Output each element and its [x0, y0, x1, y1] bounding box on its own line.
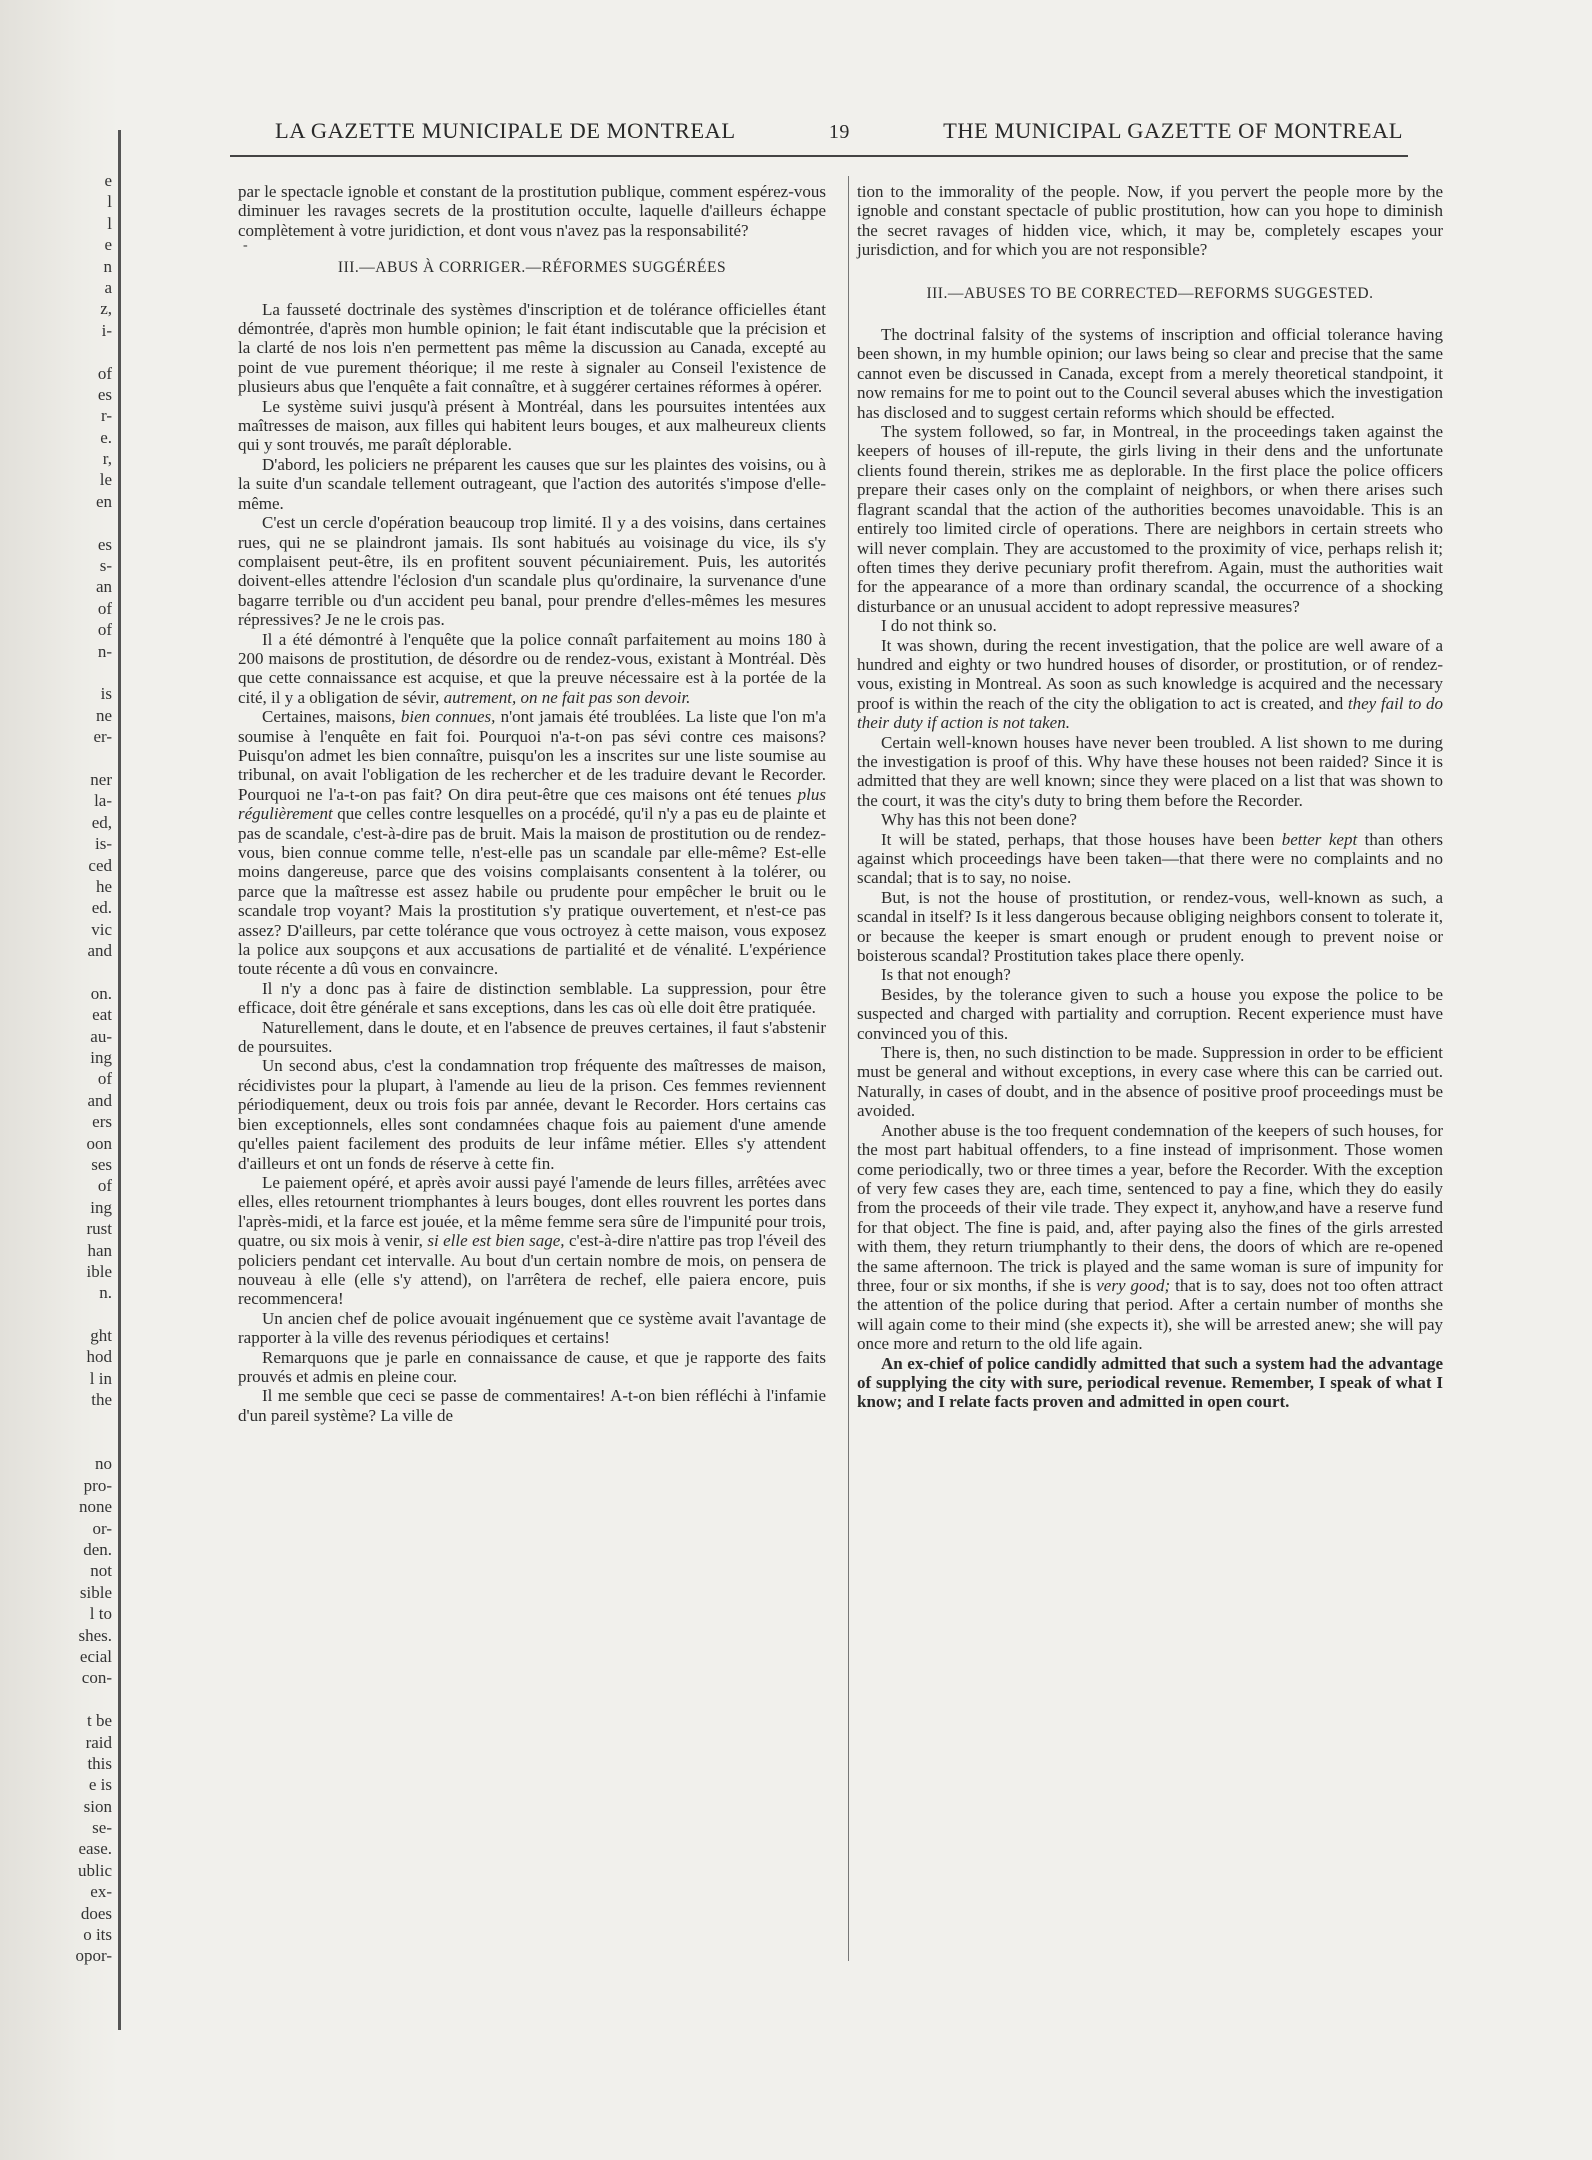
- fragment-word: den.: [83, 1540, 112, 1559]
- fragment-word: of: [97, 1176, 112, 1196]
- french-paragraph: Naturellement, dans le doute, et en l'absence de preuves certaines, il faut s'abstenir de poursuites.: [238, 1017, 826, 1057]
- english-paragraph: [857, 1121, 1443, 1354]
- english-paragraph: Is that not enough?: [881, 965, 1011, 985]
- italic-run: plus régulièrement: [238, 784, 826, 824]
- italic-run: autrement, on ne fait pas son devoir.: [443, 687, 691, 707]
- fragment-word: of: [97, 598, 112, 618]
- fragment-word: and: [87, 1090, 112, 1110]
- french-paragraph: [238, 707, 826, 979]
- fragment-word: an: [95, 577, 112, 597]
- italic-run: si elle est bien sage,: [427, 1231, 565, 1251]
- fragment-word: e: [104, 235, 112, 255]
- fragment-word: ex-: [90, 1882, 112, 1902]
- text-run: Another abuse is the too frequent condemnation of the keepers of such houses, for the most part habitual offenders, to a fine instead of imprisonment. Those women come periodically, two or three times a year, before the Recorder. With the exception of very few cases they are, each time, sentenced to pay a fine, which they do easily from the proceeds of their vile trade. They expect it, anyhow,and have a reserve fund for that object. The fine is paid, and, after paying also the fines of the girls arrested with them, they return triumphantly to their dens, the doors of which are re-opened the same afternoon. The trick is played and the same woman is sure of impunity for three, four or six months, if she is: [857, 1120, 1443, 1295]
- fragment-word: ne: [95, 705, 112, 725]
- stray-mark: -: [243, 238, 248, 254]
- fragment-word: han: [87, 1240, 112, 1260]
- fragment-word: [0, 748, 112, 769]
- fragment-word: o its: [83, 1925, 112, 1945]
- fragment-word: opor-: [75, 1946, 112, 1966]
- english-section-heading: III.—ABUSES TO BE CORRECTED—REFORMS SUGGESTED.: [926, 284, 1374, 302]
- fragment-word: not: [90, 1561, 112, 1581]
- french-paragraph: Remarquons que je parle en connaissance de cause, et que je rapporte des faits prouvés et admis en pleine cour.: [238, 1347, 826, 1386]
- french-section-heading: III.—ABUS À CORRIGER.—RÉFORMES SUGGÉRÉES: [337, 259, 727, 277]
- english-paragraph: I do not think so.: [881, 616, 997, 636]
- fragment-word: ses: [91, 1154, 112, 1174]
- fragment-word: or-: [92, 1518, 112, 1538]
- fragment-word: pro-: [83, 1475, 112, 1495]
- fragment-word: sion: [83, 1796, 112, 1816]
- french-paragraph: Un ancien chef de police avouait ingénuement que ce système avait l'avantage de rapporter à la ville des revenus périodiques et certains!: [238, 1308, 826, 1348]
- binding-edge-line: [118, 130, 121, 2030]
- page-header: [275, 118, 1403, 144]
- english-paragraph: There is, then, no such distinction to be made. Suppression in order to be efficient must be general and without exceptions, in every case where this can be carried out. Naturally, in cases of doubt, and in the absence of positive proof proceedings must be avoided.: [857, 1043, 1443, 1121]
- fragment-word: i-: [101, 320, 112, 340]
- page-number: 19: [828, 121, 850, 143]
- english-column: [857, 182, 1443, 1412]
- french-column: [238, 182, 826, 1425]
- fragment-word: l in: [89, 1368, 112, 1388]
- fragment-word: ced: [88, 855, 112, 875]
- header-rule: [230, 155, 1408, 157]
- fragment-word: au-: [90, 1026, 112, 1046]
- text-run: Certaines, maisons,: [262, 707, 401, 727]
- fragment-word: ner: [90, 769, 112, 789]
- fragment-word: [0, 512, 112, 533]
- english-intro: tion to the immorality of the people. Now, if you pervert the people more by the ignoble and constant spectacle of public prostitution, how can you hope to diminish the secret ravages of hidden vice, which, it may be, completely escapes your jurisdiction, and for which you are not responsible?: [857, 182, 1443, 260]
- fragment-word: hod: [86, 1347, 112, 1367]
- fragment-word: of: [97, 363, 112, 383]
- fragment-word: e.: [100, 427, 112, 447]
- french-paragraph: Il me semble que ceci se passe de commentaires! A-t-on bien réfléchi à l'infamie d'un pareil système? La ville de: [238, 1386, 826, 1425]
- french-paragraph: C'est un cercle d'opération beaucoup trop limité. Il y a des voisins, dans certaines rues, qui ne se plaindront jamais. Ils sont habitués au voisinage du vice, ils s'y complaisent peut-être, ils en profitent souvent pécuniairement. Puis, les autorités doivent-elles attendre l'éclosion d'un scandale plus qu'ordinaire, la survenance d'une bagarre terrible ou d'un accident peu banal, pour prendre d'elles-mêmes les mesures répressives? Je ne le crois pas.: [238, 513, 826, 630]
- text-run: Il a été démontré à l'enquête que la police connaît parfaitement au moins 180 à 200 maisons de prostitution, de désordre ou de rendez-vous, existant à Montréal. Dès que cette connaissance est acquise, et que la preuve nécessaire est à la portée de la cité, il y a obligation de sévir,: [238, 629, 826, 707]
- fragment-word: ers: [92, 1112, 112, 1132]
- fragment-word: e: [104, 171, 112, 190]
- fragment-word: ecial: [79, 1646, 112, 1666]
- text-run: that is to say, does not too often attract the attention of the police during that period. After a certain number of months she will again come to their mind (she expects it), she will be arrested anew; she will pay once more and return to the old life again.: [857, 1275, 1443, 1354]
- fragment-word: con-: [81, 1668, 112, 1688]
- fragment-word: er-: [93, 727, 112, 747]
- fragment-word: vic: [91, 919, 112, 939]
- fragment-word: l: [107, 192, 112, 212]
- french-paragraph: [238, 630, 826, 708]
- italic-run: bien connues,: [400, 707, 496, 727]
- fragment-word: se-: [92, 1818, 112, 1838]
- header-title-french: LA GAZETTE MUNICIPALE DE MONTREAL: [275, 118, 736, 143]
- fragment-word: s-: [99, 556, 112, 576]
- french-paragraph: D'abord, les policiers ne préparent les causes que sur les plaintes des voisins, ou à la suite d'un scandale tellement outrageant, que l'action des autorités s'impose d'elle-même.: [238, 454, 826, 513]
- fragment-word: [0, 1411, 112, 1432]
- fragment-word: shes.: [78, 1625, 112, 1645]
- fragment-word: es: [97, 534, 112, 554]
- english-paragraph: Certain well-known houses have never been troubled. A list shown to me during the investigation is proof of this. Why have these houses not been raided? Since it is admitted that they are well known; since they were placed on a list that was shown to the court, it was the city's duty to bring them before the Recorder.: [857, 732, 1443, 810]
- text-run: n'ont jamais été troublées. La liste que l'on m'a soumise à l'enquête en fait foi. Pourquoi n'a-t-on pas sévi contre ces maisons? Puisqu'on admet les bien connaître, puisqu'on les a inscrites sur une liste soumise au tribunal, on avait l'obligation de les rechercher et de les traduire devant le Recorder. Pourquoi ne l'a-t-on pas fait? On dira peut-être que ces maisons ont été tenues: [238, 707, 826, 804]
- fragment-word: ing: [90, 1197, 112, 1217]
- header-title-english: THE MUNICIPAL GAZETTE OF MONTREAL: [943, 118, 1403, 143]
- fragment-word: sible: [79, 1582, 112, 1602]
- fragment-word: [0, 961, 112, 982]
- italic-run: better kept: [1281, 829, 1358, 849]
- fragment-word: ible: [86, 1261, 112, 1281]
- fragment-word: l: [107, 213, 112, 233]
- fragment-word: is: [100, 684, 112, 704]
- fragment-word: does: [80, 1903, 112, 1923]
- french-paragraph: La fausseté doctrinale des systèmes d'inscription et de tolérance officielles étant démontrée, d'après mon humble opinion; le fait étant indiscutable que la précision et la clarté de nos lois n'en permettent pas même la discussion au Canada, excepté au point de vue purement théorique; il me reste à signaler au Conseil l'existence de plusieurs abus que l'enquête a fait connaître, et à suggérer certaines réformes à opérer.: [238, 299, 826, 397]
- fragment-word: oon: [86, 1133, 112, 1153]
- fragment-word: and: [87, 941, 112, 961]
- fragment-word: z,: [100, 299, 112, 319]
- fragment-word: the: [91, 1390, 112, 1410]
- french-paragraph: [238, 1173, 826, 1309]
- text-run: c'est-à-dire n'attire pas trop l'éveil des policiers pendant cet intervalle. Au bout d'un certain nombre de mois, on pensera de nouveau à elle (elle s'y attend), on l'arrêtera de rechef, elle paiera encore, puis recommencera!: [238, 1231, 826, 1309]
- english-paragraph: [857, 636, 1443, 733]
- fragment-word: ing: [90, 1048, 112, 1068]
- fragment-word: none: [78, 1497, 112, 1517]
- fragment-word: n-: [97, 641, 112, 661]
- fragment-word: ed.: [91, 898, 112, 918]
- fragment-word: this: [87, 1753, 112, 1773]
- english-paragraph: An ex-chief of police candidly admitted that such a system had the advantage of supplying the city with sure, periodical revenue. Remember, I speak of what I know; and I relate facts proven and admitted in open court.: [857, 1353, 1443, 1412]
- fragment-word: l to: [89, 1604, 112, 1624]
- english-paragraph: Why has this not been done?: [881, 810, 1077, 830]
- fragment-word: n.: [99, 1283, 112, 1303]
- fragment-word: ublic: [78, 1860, 112, 1880]
- italic-run: they fail to do their duty if action is not taken.: [857, 693, 1443, 733]
- fragment-word: of: [97, 1069, 112, 1089]
- english-paragraph: [857, 830, 1443, 888]
- fragment-word: rust: [86, 1219, 112, 1239]
- fragment-word: he: [95, 876, 112, 896]
- english-paragraph: The system followed, so far, in Montreal, in the proceedings taken against the keepers of houses of ill-repute, the girls living in their dens and the unfortunate clients found therein, strikes me as deplorable. In the first place the police officers prepare their cases only on the complaint of neighbors, or when there arises such flagrant scandal that the action of the authorities becomes unavoidable. This is an entirely too limited circle of operations. There are neighbors in certain streets who will never complain. They are accustomed to the proximity of vice, perhaps relish it; often times they derive pecuniary profit therefrom. Again, must the authorities wait for the appearance of a more than ordinary scandal, the occurrence of a shocking disturbance or an unusual accident to adopt repressive measures?: [857, 422, 1443, 616]
- fragment-word: t be: [86, 1711, 112, 1731]
- fragment-word: en: [95, 491, 112, 511]
- fragment-word: [0, 1432, 112, 1453]
- fragment-word: e is: [88, 1775, 112, 1795]
- fragment-word: on.: [90, 983, 112, 1003]
- text-run: It was shown, during the recent investigation, that the police are well aware of a hundred and eighty or two hundred houses of disorder, or prostitution, or of rendez-vous, existing in Montreal. As soon as such knowledge is acquired and the necessary proof is within the reach of the city the obligation to act is created, and: [857, 635, 1443, 713]
- fragment-word: [0, 1689, 112, 1710]
- fragment-word: ease.: [78, 1839, 112, 1859]
- fragment-word: raid: [85, 1732, 112, 1752]
- fragment-word: [0, 341, 112, 362]
- text-run: Le paiement opéré, et après avoir aussi payé l'amende de leurs filles, arrêtées avec elles, elles retournent triomphantes à leurs bouges, dont elles rouvrent les portes dans l'après-midi, et la farce est jouée, et la même femme sera sûre de l'impunité pour trois, quatre, ou six mois à venir,: [238, 1172, 826, 1251]
- facing-page-fragments: [0, 170, 112, 1967]
- fragment-word: n: [103, 256, 112, 276]
- fragment-word: of: [97, 620, 112, 640]
- column-divider: [848, 176, 849, 1961]
- fragment-word: r-: [101, 406, 112, 426]
- french-intro: par le spectacle ignoble et constant de la prostitution publique, comment espérez-vous diminuer les ravages secrets de la prostitution occulte, laquelle d'ailleurs échappe complètement à votre juridiction, et dont vous n'avez pas la responsabilité?: [238, 182, 826, 240]
- french-paragraph: Le système suivi jusqu'à présent à Montréal, dans les poursuites intentées aux maîtresses de maison, aux filles qui habitent leurs bouges, et aux malheureux clients qui y sont trouvés, me paraît déplorable.: [238, 396, 826, 455]
- fragment-word: es: [97, 384, 112, 404]
- french-paragraph: Un second abus, c'est la condamnation trop fréquente des maîtresses de maison, récidivistes pour la plupart, à l'amende au lieu de la prison. Ces femmes reviennent périodiquement, deux ou trois fois par année, devant le Recorder. Hors certains cas bien exceptionnels, elles sont condamnées chaque fois au paiement d'une amende qu'elles paient facilement des produits de leur infâme métier. Elles s'y attendent d'ailleurs et ont un fonds de réserve à cette fin.: [238, 1056, 826, 1173]
- text-run: que celles contre lesquelles on a procédé, qu'il n'y a pas eu de plainte et pas de scandale, c'est-à-dire pas de bruit. Mais la maison de prostitution ou de rendez-vous, bien connue comme telle, n'est-elle pas un scandale par elle-même? Est-elle moins dangereuse, parce que des voisins complaisants consentent à la tolérer, ou parce que la maîtresse est assez habile ou prudente pour empêcher le bruit ou le scandale trop voyant? Mais la prostitution s'y pratique ouvertement, et n'est-ce pas assez? D'ailleurs, par cette tolérance que vous octroyez à cette maison, vous exposez la police aux soupçons et aux accusations de partialité et de vénalité. L'expérience toute récente a dû vous en convaincre.: [238, 804, 826, 979]
- english-paragraph: Besides, by the tolerance given to such a house you expose the police to be suspected and charged with partiality and corruption. Recent experience must have convinced you of this.: [857, 984, 1443, 1043]
- text-run: It will be stated, perhaps, that those houses have been: [881, 829, 1282, 849]
- french-paragraph: Il n'y a donc pas à faire de distinction semblable. La suppression, pour être efficace, doit être générale et sans exceptions, dans les cas où elle doit être pratiquée.: [238, 978, 826, 1018]
- fragment-word: eat: [92, 1005, 112, 1025]
- fragment-word: [0, 662, 112, 683]
- fragment-word: r,: [102, 449, 112, 469]
- fragment-word: le: [99, 470, 112, 490]
- italic-run: very good;: [1096, 1275, 1171, 1295]
- fragment-word: la-: [94, 791, 112, 811]
- fragment-word: ght: [90, 1326, 112, 1346]
- fragment-word: a: [104, 277, 112, 297]
- english-paragraph: The doctrinal falsity of the systems of inscription and official tolerance having been shown, in my humble opinion; our laws being so clear and precise that the same cannot even be discussed in Canada, except from a merely theoretical standpoint, it now remains for me to point out to the Council several abuses which the investigation has disclosed and to suggest certain reforms which should be effected.: [857, 325, 1443, 422]
- text-run: than others against which proceedings have been taken—that there were no complaints and no scandal; that is to say, no noise.: [857, 829, 1443, 888]
- english-paragraph: But, is not the house of prostitution, or rendez-vous, well-known as such, a scandal in itself? Is it less dangerous because obliging neighbors consent to tolerate it, or because the keeper is smart enough or prudent enough to prevent noise or boisterous scandal? Prostitution takes place there openly.: [857, 887, 1443, 966]
- fragment-word: is-: [95, 834, 112, 854]
- fragment-word: [0, 1304, 112, 1325]
- fragment-word: no: [95, 1454, 112, 1474]
- fragment-word: ed,: [91, 812, 112, 832]
